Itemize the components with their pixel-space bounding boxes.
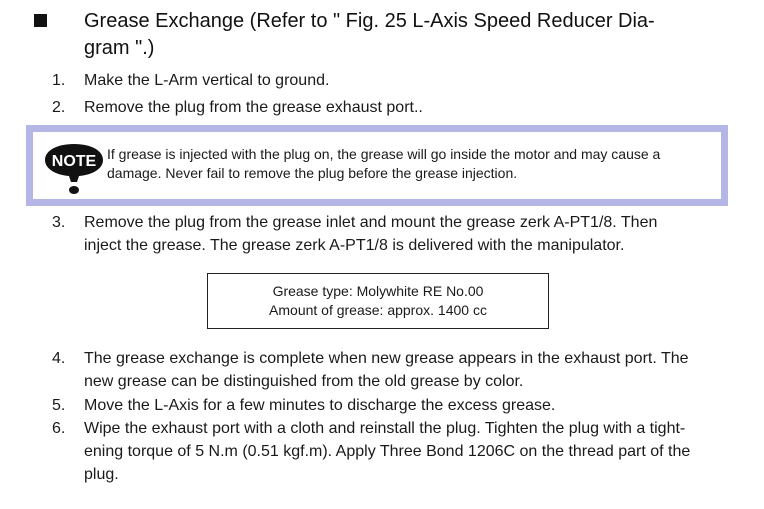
grease-type-text: Grease type: Molywhite RE No.00 (272, 283, 484, 299)
step-text (84, 394, 739, 417)
step-text-line: inject the grease. The grease zerk A-PT1/8 is delivered with the manipulator. (84, 237, 625, 254)
step-text-line: Move the L-Axis for a few minutes to discharge the excess grease. (84, 397, 556, 414)
grease-amount-text: Amount of grease: approx. 1400 cc (269, 302, 487, 318)
step-number: 4. (52, 350, 66, 367)
section-heading-line-2: gram ".) (84, 37, 155, 59)
step-text (84, 211, 739, 257)
note-text (107, 145, 719, 183)
step-text (84, 417, 739, 486)
step-number: 5. (52, 397, 66, 414)
note-icon-label: NOTE (51, 153, 97, 170)
step-text-line: Wipe the exhaust port with a cloth and reinstall the plug. Tighten the plug with a tight- (84, 420, 686, 437)
step-text-line: plug. (84, 466, 119, 483)
section-heading (84, 8, 724, 62)
step-number: 2. (52, 99, 66, 116)
step-text-line: Make the L-Arm vertical to ground. (84, 72, 330, 89)
step-text (84, 347, 739, 393)
step-number: 3. (52, 214, 66, 231)
section-bullet-icon (34, 14, 47, 27)
grease-spec-box (207, 273, 549, 329)
step-text-line: Remove the plug from the grease exhaust port.. (84, 99, 423, 116)
step-text-line: new grease can be distinguished from the old grease by color. (84, 373, 524, 390)
step-text (84, 69, 739, 92)
step-number: 1. (52, 72, 66, 89)
step-text-line: The grease exchange is complete when new grease appears in the exhaust port. The (84, 350, 689, 367)
note-box (26, 125, 728, 206)
step-text (84, 96, 739, 119)
note-text-line-1: If grease is injected with the plug on, the grease will go inside the motor and may cause a (107, 146, 661, 162)
note-text-line-2: damage. Never fail to remove the plug before the grease injection. (107, 165, 518, 181)
step-text-line: Remove the plug from the grease inlet and mount the grease zerk A-PT1/8. Then (84, 214, 658, 231)
section-heading-line-1: Grease Exchange (Refer to " Fig. 25 L-Axis Speed Reducer Dia- (84, 10, 655, 32)
step-text-line: ening torque of 5 N.m (0.51 kgf.m). Apply Three Bond 1206C on the thread part of the (84, 443, 691, 460)
step-number: 6. (52, 420, 66, 437)
note-icon (43, 142, 105, 198)
